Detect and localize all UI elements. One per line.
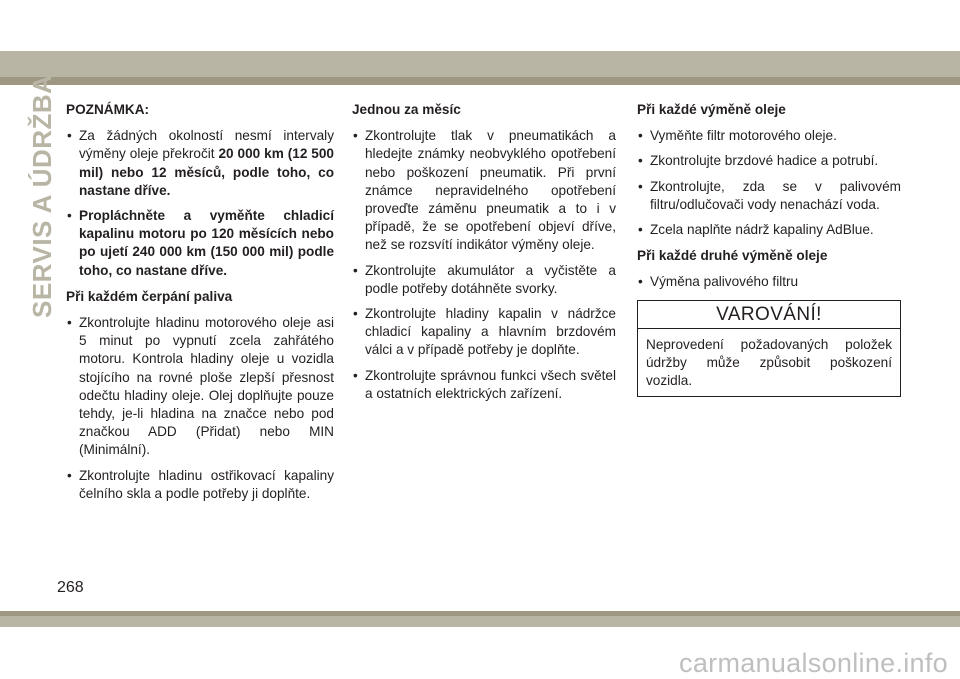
second-oil-change-list [637, 273, 901, 291]
list-item: • Zkontrolujte hladiny kapalin v nádržce chladicí kapaliny a hlavním brzdovém válci a v případě potřeby je doplňte. [352, 305, 616, 360]
watermark: carmanualsonline.info [679, 648, 948, 678]
note-text: Za žádných okolností nesmí intervaly výměny oleje překročit [79, 128, 334, 162]
oil-change-heading: Při každé výměně oleje [637, 102, 786, 117]
column-2 [352, 101, 616, 411]
column-1 [66, 101, 334, 511]
list-item: • Vyměňte filtr motorového oleje. [637, 127, 901, 145]
list-item: • Zkontrolujte hladinu motorového oleje asi 5 minut po vypnutí zcela zahřátého motoru. Kontrola hladiny oleje u vozidla stojícího na rovné ploše zlepší přesnost odečtu hladiny oleje. Olej doplňujte pouze tehdy, je-li hladina na značce nebo pod značkou ADD (Přidat) nebo MIN (Minimální). [66, 314, 334, 460]
list-item [66, 207, 334, 280]
second-oil-change-heading: Při každé druhé výměně oleje [637, 248, 828, 264]
list-item: • Zkontrolujte tlak v pneumatikách a hledejte známky neobvyklého opotřebení nebo poškození pneumatik. Při první známce nepravidelného opotřebení proveďte záměnu pneumatik a to i v případě, že se opotřebení objeví dříve, než se rozsvítí indikátor výměny oleje. [352, 127, 616, 254]
note-list [66, 127, 334, 280]
list-item: • Zkontrolujte brzdové hadice a potrubí. [637, 152, 901, 170]
list-item: • Zcela naplňte nádrž kapaliny AdBlue. [637, 221, 901, 239]
warning-title: VAROVÁNÍ! [638, 301, 900, 329]
monthly-heading: Jednou za měsíc [352, 102, 461, 117]
warning-text: Neprovedení požadovaných položek údržby může způsobit poškození vozidla. [646, 336, 892, 389]
footer-band [0, 611, 960, 627]
oil-change-list [637, 127, 901, 239]
footer-band-stripe [0, 611, 960, 616]
monthly-list [352, 127, 616, 403]
section-title: SERVIS A ÚDRŽBA [27, 74, 57, 318]
note-bold-text: 20 000 km (12 500 mil) nebo 12 měsíců, podle toho, co nastane dříve. [79, 146, 334, 198]
note-heading: POZNÁMKA: [66, 102, 150, 117]
note-bold-text: Propláchněte a vyměňte chladicí kapalinu motoru po 120 měsících nebo po ujetí 240 000 km (150 000 mil) podle toho, co nastane dříve. [79, 208, 334, 278]
list-item: • Zkontrolujte akumulátor a vyčistěte a podle potřeby dotáhněte svorky. [352, 262, 616, 298]
fuel-list [66, 314, 334, 503]
column-3 [637, 101, 901, 397]
list-item [66, 127, 334, 200]
header-band-stripe [0, 77, 960, 85]
header-band [0, 51, 960, 85]
fuel-heading: Při každém čerpání paliva [66, 288, 233, 304]
warning-box [637, 300, 901, 398]
list-item: • Zkontrolujte, zda se v palivovém filtru/odlučovači vody nenachází voda. [637, 178, 901, 214]
list-item: • Zkontrolujte hladinu ostřikovací kapaliny čelního skla a podle potřeby ji doplňte. [66, 467, 334, 503]
list-item: • Zkontrolujte správnou funkci všech světel a ostatních elektrických zařízení. [352, 367, 616, 403]
page-number: 268 [57, 579, 84, 596]
list-item: • Výměna palivového filtru [637, 273, 901, 291]
